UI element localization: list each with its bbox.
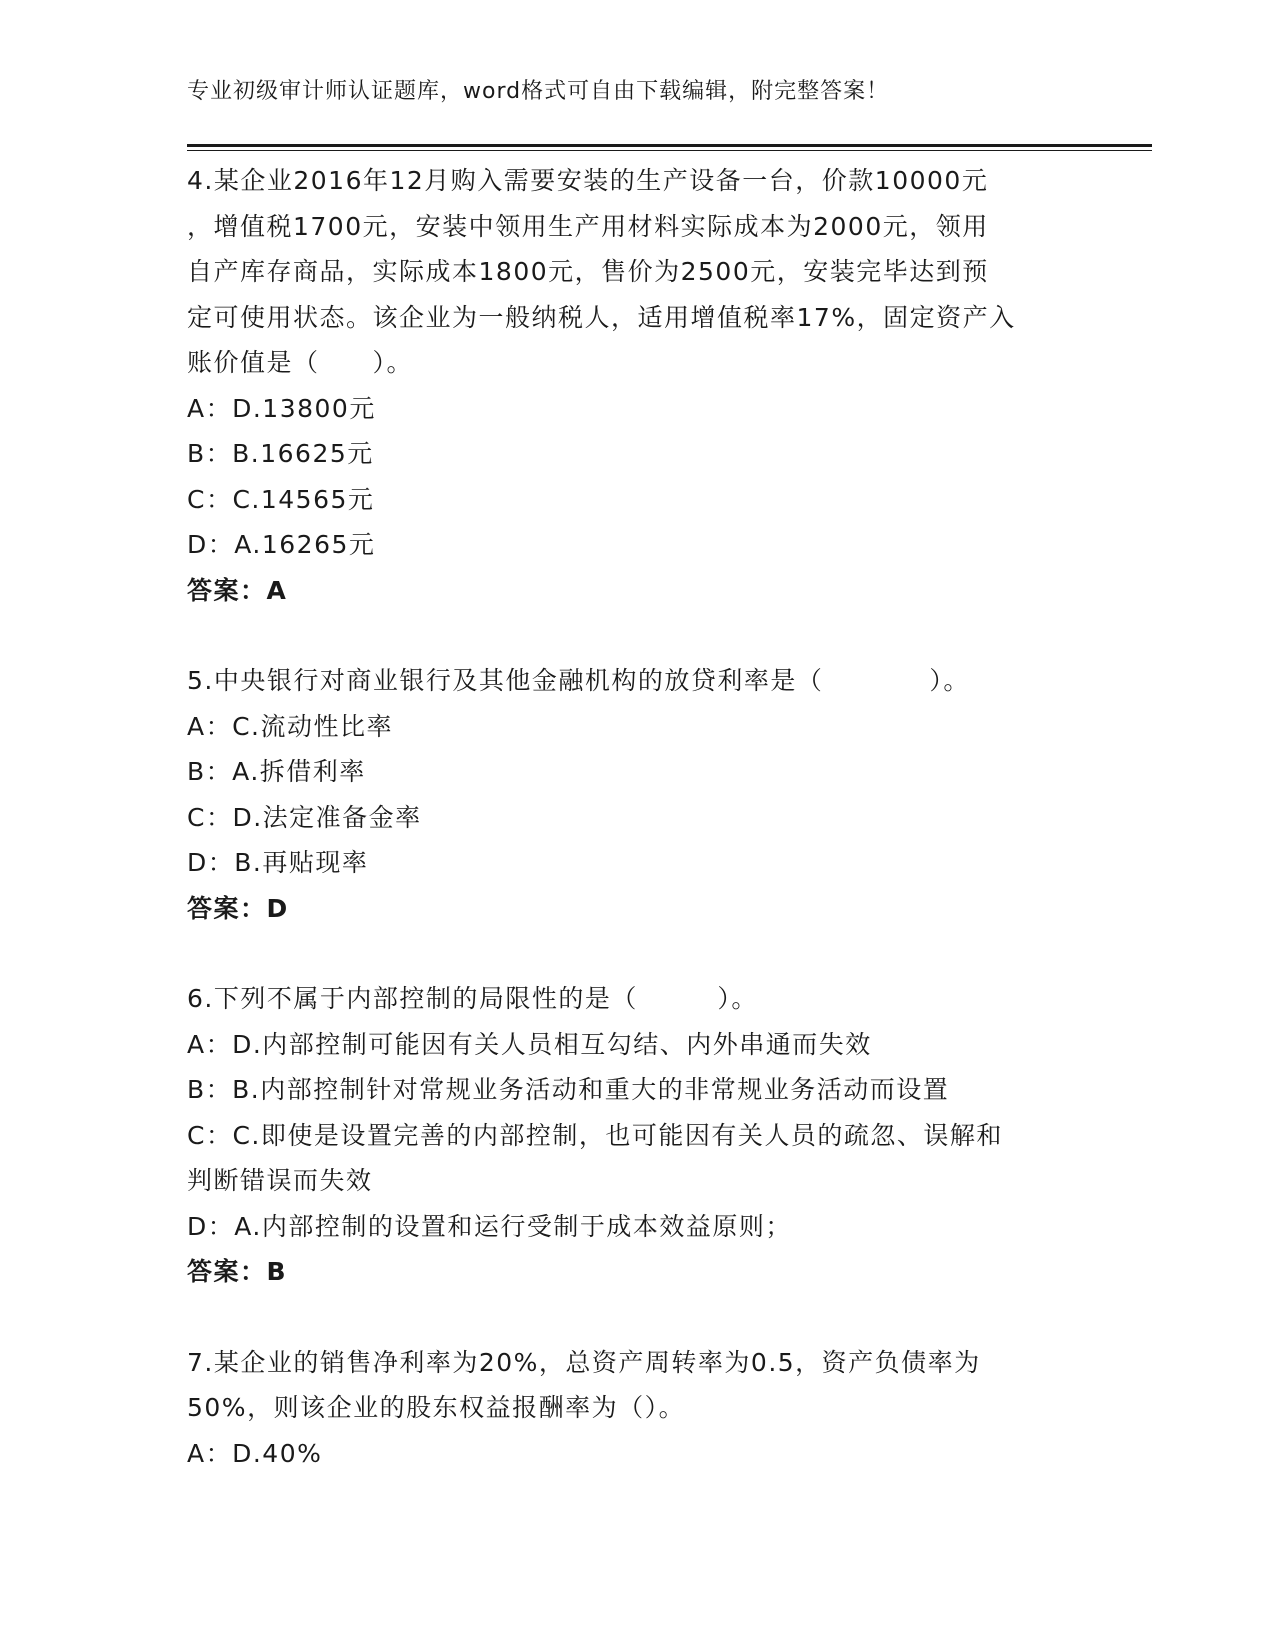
answer: 答案：D [187, 893, 289, 923]
question-4 [187, 158, 1087, 613]
option-c-continued: 判断错误而失效 [187, 1166, 373, 1195]
header-rule-thick [187, 144, 1152, 147]
question-list [187, 158, 1087, 1521]
option-b: B：B.16625元 [187, 439, 374, 468]
question-stem-line: 6.下列不属于内部控制的局限性的是（ ）。 [187, 984, 758, 1013]
option-c: C：C.即使是设置完善的内部控制，也可能因有关人员的疏忽、误解和 [187, 1120, 1003, 1150]
question-stem-line: 7.某企业的销售净利率为20%，总资产周转率为0.5，资产负债率为 [187, 1347, 981, 1377]
answer: 答案：A [187, 575, 288, 605]
question-6 [187, 976, 1087, 1295]
option-a: A：C.流动性比率 [187, 711, 394, 741]
question-7 [187, 1340, 1087, 1477]
option-d: D：A.16265元 [187, 530, 376, 559]
question-stem-line: 5.中央银行对商业银行及其他金融机构的放贷利率是（ ）。 [187, 666, 970, 695]
question-stem-line: 50%，则该企业的股东权益报酬率为（）。 [187, 1393, 686, 1422]
question-stem-line: 账价值是（ ）。 [187, 348, 414, 377]
option-a: A：D.内部控制可能因有关人员相互勾结、内外串通而失效 [187, 1029, 872, 1059]
option-d: D：A.内部控制的设置和运行受制于成本效益原则； [187, 1211, 792, 1241]
option-b: B：A.拆借利率 [187, 757, 366, 786]
question-stem-line: ，增值税1700元，安装中领用生产用材料实际成本为2000元，领用 [187, 211, 989, 241]
question-stem-line: 自产库存商品，实际成本1800元，售价为2500元，安装完毕达到预 [187, 257, 989, 286]
option-d: D：B.再贴现率 [187, 848, 369, 877]
question-stem-line: 定可使用状态。该企业为一般纳税人，适用增值税率17%，固定资产入 [187, 302, 1016, 332]
document-header: 专业初级审计师认证题库，word格式可自由下载编辑，附完整答案！ [187, 79, 890, 104]
option-a: A：D.40% [187, 1438, 323, 1468]
option-c: C：C.14565元 [187, 484, 375, 514]
question-5 [187, 658, 1087, 931]
question-stem-line: 4.某企业2016年12月购入需要安装的生产设备一台，价款10000元 [187, 166, 989, 195]
answer: 答案：B [187, 1257, 288, 1286]
option-c: C：D.法定准备金率 [187, 802, 422, 832]
option-b: B：B.内部控制针对常规业务活动和重大的非常规业务活动而设置 [187, 1075, 950, 1104]
option-a: A：D.13800元 [187, 393, 376, 423]
header-rule-thin [187, 150, 1152, 151]
